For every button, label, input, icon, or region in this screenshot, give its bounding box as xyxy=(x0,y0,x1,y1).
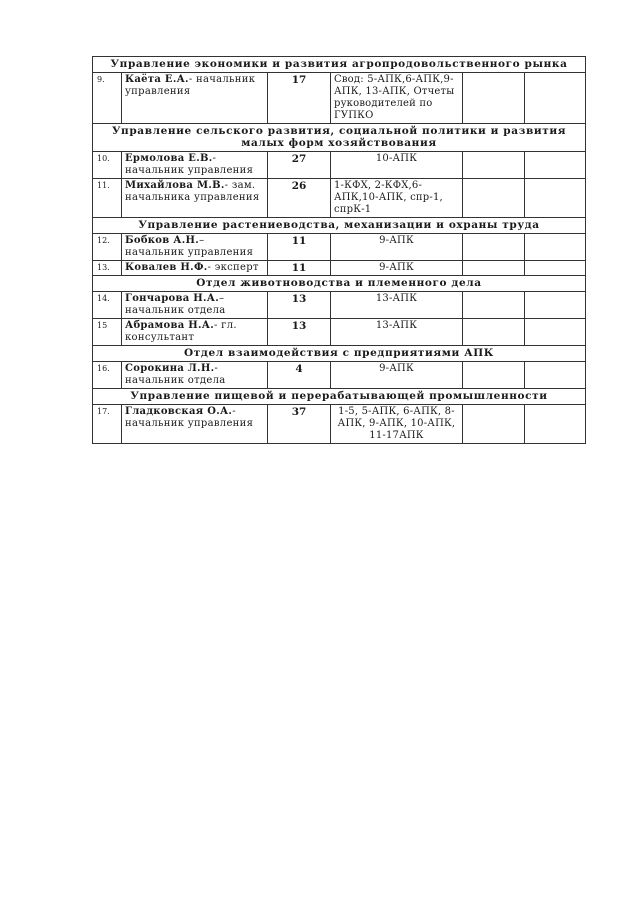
employee-cell xyxy=(122,234,268,261)
section-header-row xyxy=(93,389,586,405)
row-number: 12. xyxy=(93,234,122,261)
employee-cell xyxy=(122,261,268,276)
employee-name: Ковалев Н.Ф. xyxy=(125,262,208,273)
empty-cell xyxy=(463,362,525,389)
empty-cell xyxy=(463,292,525,319)
empty-cell xyxy=(525,234,586,261)
employee-position: - начальник управления xyxy=(125,153,254,176)
report-forms: 9-АПК xyxy=(331,234,463,261)
section-header-row xyxy=(93,124,586,152)
employee-name: Абрамова Н.А. xyxy=(125,320,215,331)
forms-count: 26 xyxy=(268,179,331,218)
section-title: Отдел взаимодействия с предприятиями АПК xyxy=(93,346,586,362)
report-forms: 9-АПК xyxy=(331,362,463,389)
empty-cell xyxy=(463,179,525,218)
empty-cell xyxy=(525,319,586,346)
empty-cell xyxy=(525,179,586,218)
report-forms: 13-АПК xyxy=(331,292,463,319)
table-body xyxy=(93,57,586,444)
table-row xyxy=(93,152,586,179)
forms-count: 4 xyxy=(268,362,331,389)
employee-position: – начальник отдела xyxy=(125,293,226,316)
employee-name: Михайлова М.В. xyxy=(125,180,225,191)
employee-position: - начальник управления xyxy=(125,406,254,429)
report-table-container xyxy=(92,56,585,444)
empty-cell xyxy=(525,152,586,179)
table-row xyxy=(93,405,586,444)
row-number: 13. xyxy=(93,261,122,276)
row-number: 11. xyxy=(93,179,122,218)
forms-count: 13 xyxy=(268,319,331,346)
employee-name: Сорокина Л.Н. xyxy=(125,363,215,374)
report-forms: 1-КФХ, 2-КФХ,6-АПК,10-АПК, спр-1, спрК-1 xyxy=(331,179,463,218)
table-row xyxy=(93,362,586,389)
empty-cell xyxy=(525,362,586,389)
row-number: 15 xyxy=(93,319,122,346)
empty-cell xyxy=(463,319,525,346)
empty-cell xyxy=(525,73,586,124)
section-header-row xyxy=(93,57,586,73)
forms-count: 27 xyxy=(268,152,331,179)
table-row xyxy=(93,292,586,319)
empty-cell xyxy=(525,405,586,444)
employee-cell xyxy=(122,405,268,444)
empty-cell xyxy=(463,73,525,124)
employee-name: Ермолова Е.В. xyxy=(125,153,213,164)
employee-position: - зам. начальника управления xyxy=(125,180,260,203)
employee-cell xyxy=(122,362,268,389)
employee-name: Гончарова Н.А. xyxy=(125,293,220,304)
empty-cell xyxy=(463,152,525,179)
row-number: 10. xyxy=(93,152,122,179)
employee-name: Каёта Е.А. xyxy=(125,74,189,85)
employee-cell xyxy=(122,73,268,124)
table-row xyxy=(93,261,586,276)
row-number: 17. xyxy=(93,405,122,444)
employee-position: - гл. консультант xyxy=(125,320,237,343)
empty-cell xyxy=(463,261,525,276)
empty-cell xyxy=(463,234,525,261)
section-title: Управление сельского развития, социальной политики и развития малых форм хозяйствования xyxy=(93,124,586,152)
employee-cell xyxy=(122,319,268,346)
section-title: Управление экономики и развития агропродовольственного рынка xyxy=(93,57,586,73)
employee-cell xyxy=(122,179,268,218)
row-number: 14. xyxy=(93,292,122,319)
forms-count: 13 xyxy=(268,292,331,319)
section-title: Управление растениеводства, механизации и охраны труда xyxy=(93,218,586,234)
empty-cell xyxy=(463,405,525,444)
employee-cell xyxy=(122,292,268,319)
forms-count: 37 xyxy=(268,405,331,444)
report-forms: 1-5, 5-АПК, 6-АПК, 8-АПК, 9-АПК, 10-АПК, 11-17АПК xyxy=(331,405,463,444)
section-header-row xyxy=(93,276,586,292)
report-forms: 9-АПК xyxy=(331,261,463,276)
employee-position: - начальник управления xyxy=(125,74,256,97)
forms-count: 11 xyxy=(268,234,331,261)
empty-cell xyxy=(525,292,586,319)
row-number: 9. xyxy=(93,73,122,124)
table-row xyxy=(93,179,586,218)
forms-count: 17 xyxy=(268,73,331,124)
section-title: Отдел животноводства и племенного дела xyxy=(93,276,586,292)
employee-name: Бобков А.Н. xyxy=(125,235,200,246)
staff-forms-table xyxy=(92,56,586,444)
report-forms: 13-АПК xyxy=(331,319,463,346)
table-row xyxy=(93,319,586,346)
report-forms: 10-АПК xyxy=(331,152,463,179)
employee-name: Гладковская О.А. xyxy=(125,406,233,417)
section-header-row xyxy=(93,346,586,362)
employee-position: - начальник отдела xyxy=(125,363,226,386)
table-row xyxy=(93,73,586,124)
table-row xyxy=(93,234,586,261)
section-title: Управление пищевой и перерабатывающей промышленности xyxy=(93,389,586,405)
employee-position: – начальник управления xyxy=(125,235,254,258)
employee-position: - эксперт xyxy=(207,262,259,273)
empty-cell xyxy=(525,261,586,276)
report-forms: Свод: 5-АПК,6-АПК,9-АПК, 13-АПК, Отчеты руководителей по ГУПКО xyxy=(331,73,463,124)
row-number: 16. xyxy=(93,362,122,389)
forms-count: 11 xyxy=(268,261,331,276)
employee-cell xyxy=(122,152,268,179)
section-header-row xyxy=(93,218,586,234)
